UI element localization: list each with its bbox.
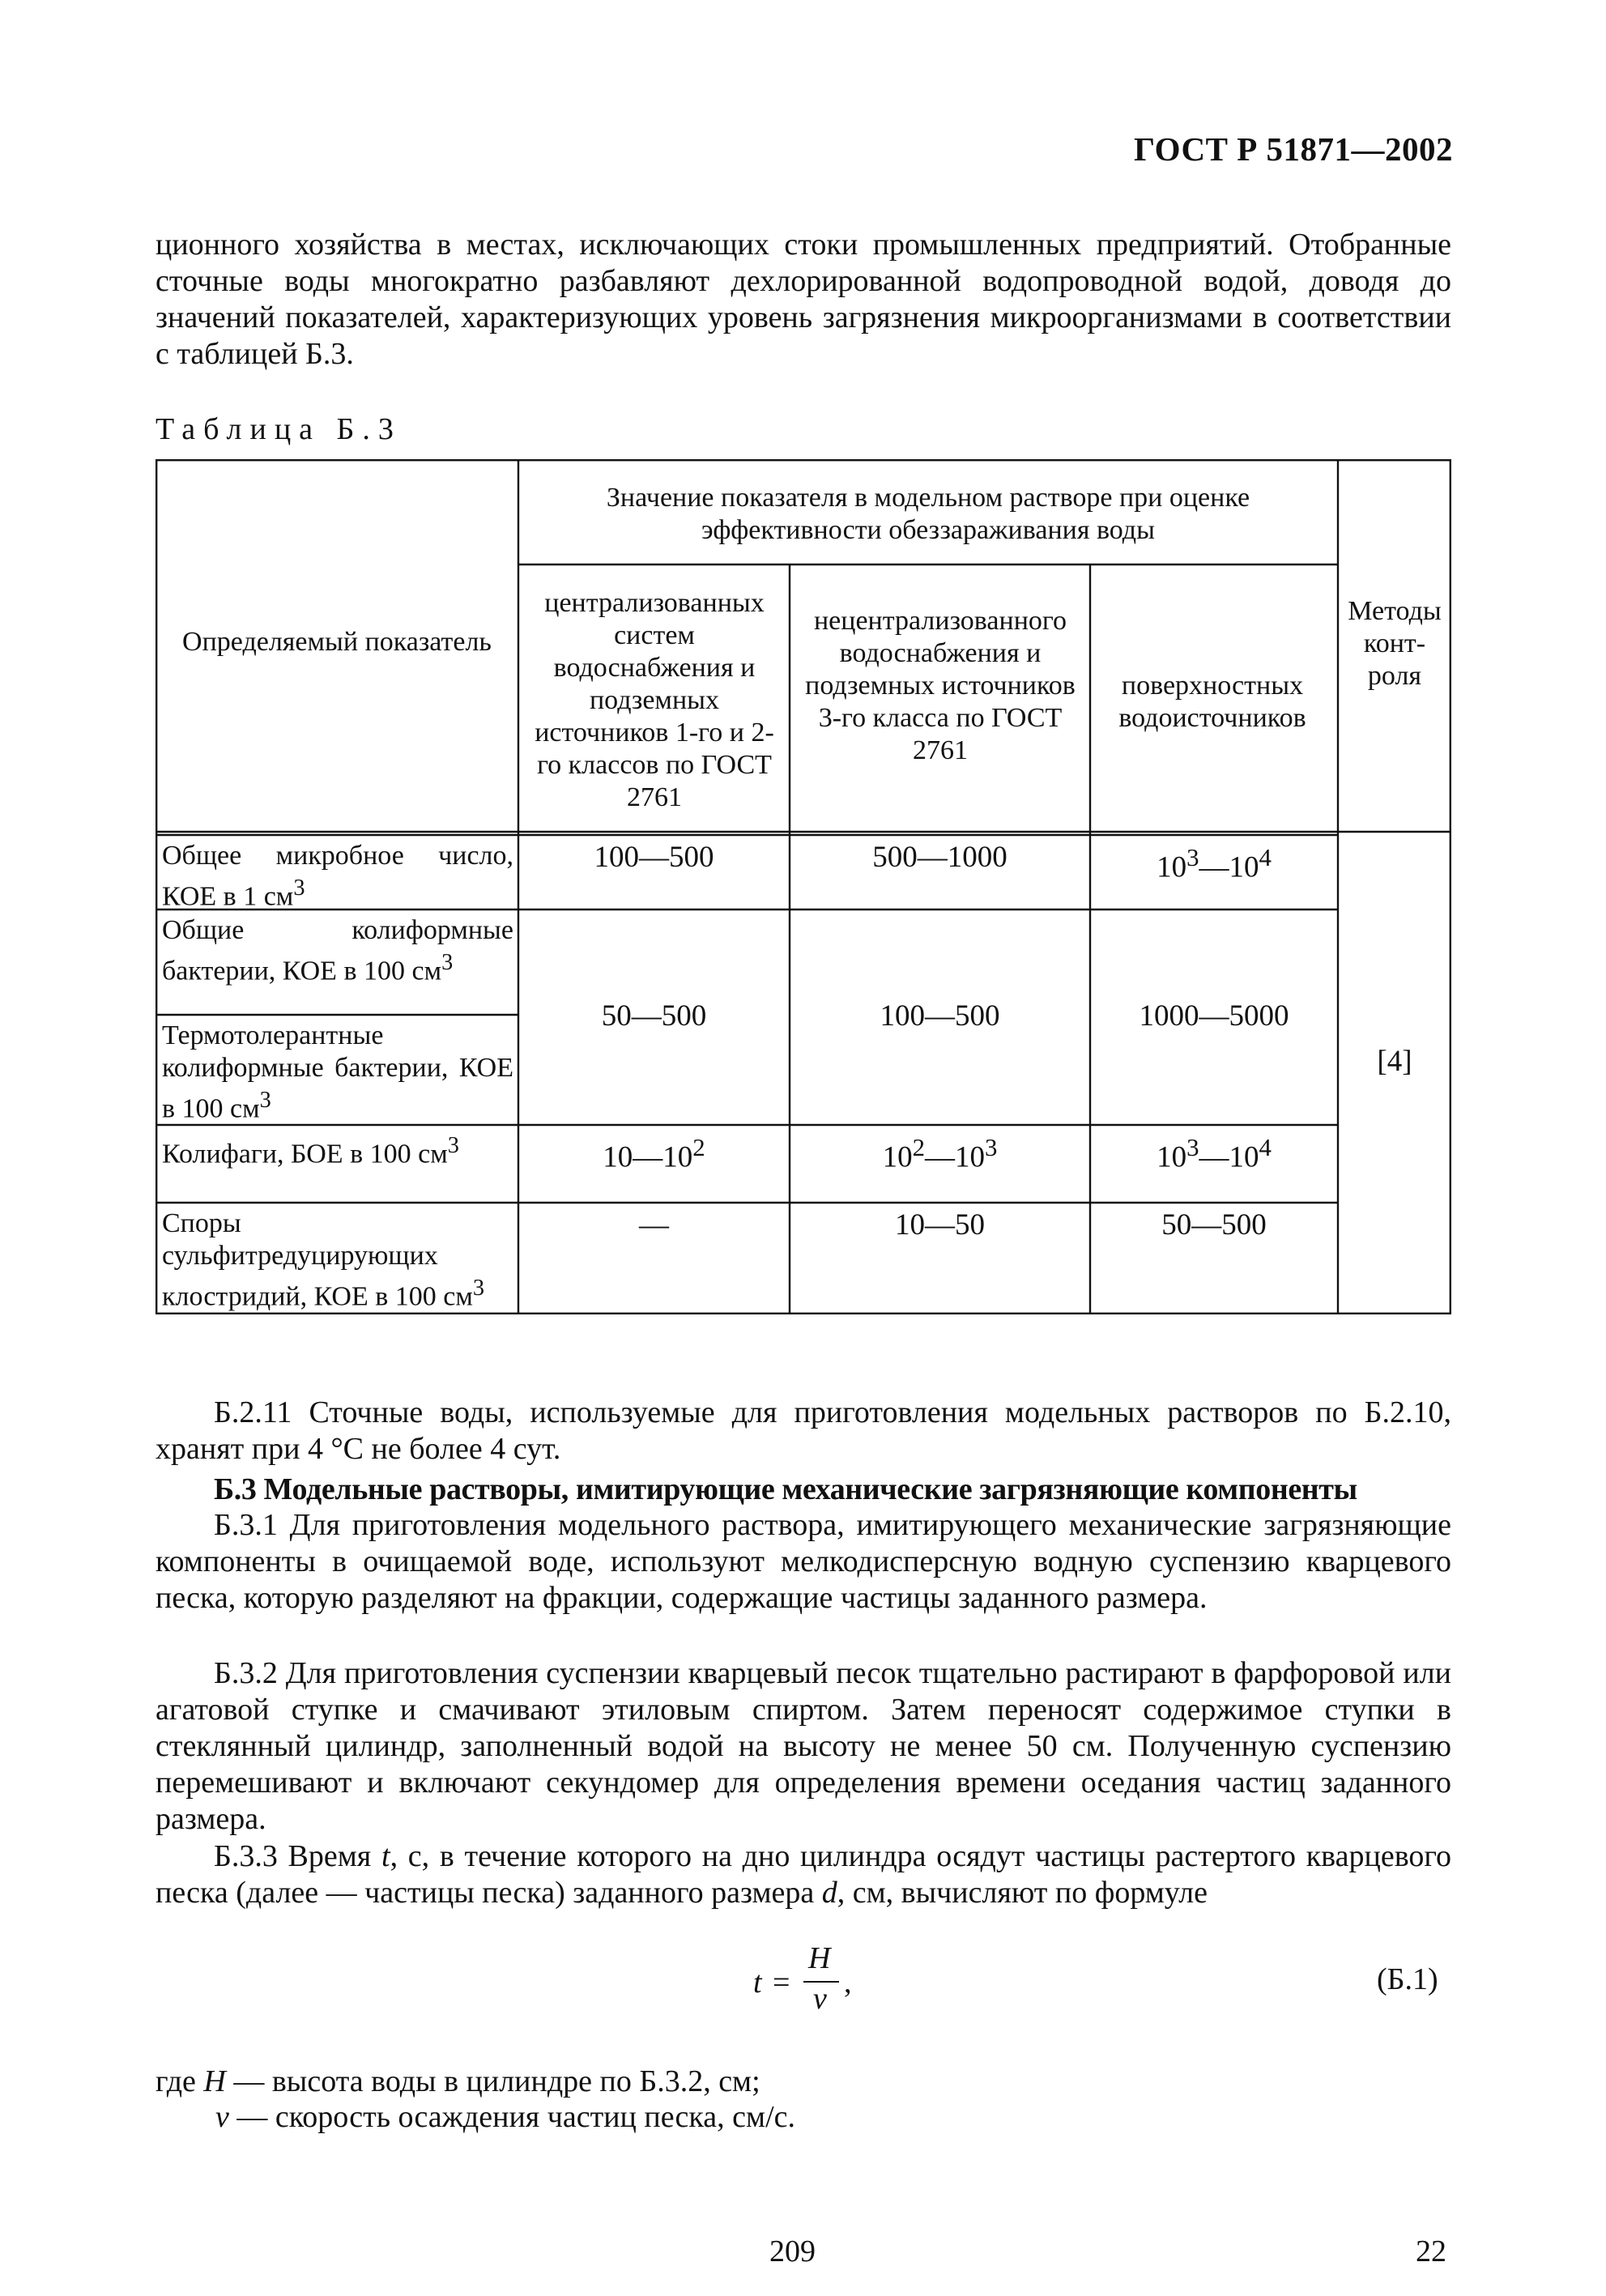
value-r5-central: — xyxy=(639,1208,669,1242)
row-label-coliphages: Колифаги, БОЕ в 100 $см^3$ xyxy=(162,1133,459,1169)
value-r4-surface: $10^3—10^4$ xyxy=(1157,1134,1272,1174)
paragraph-b-2-11: Б.2.11 Сточные воды, используемые для приготовления модельных растворов по Б.2.10, хранят при 4 °С не более 4 сут. xyxy=(155,1395,1451,1466)
paragraph-b-3-1: Б.3.1 Для приготовления модельного раствора, имитирующего механические загрязняющие компоненты в очищаемой воде, используют мелкодисперсную водную суспензию кварцевого песка, которую разделяют на фракции, содержащие частицы заданного размера. xyxy=(155,1508,1451,1615)
value-r23-noncentral: 100—500 xyxy=(880,999,1000,1033)
table-b3 xyxy=(155,459,1451,1314)
value-r23-surface: 1000—5000 xyxy=(1139,999,1289,1033)
value-r5-noncentral: 10—50 xyxy=(895,1208,985,1242)
value-r1-surface: $10^3—10^4$ xyxy=(1157,844,1272,884)
symbol-d: d xyxy=(821,1876,837,1910)
paragraph-b-3-3: Б.3.3 Время t, с, в течение которого на дно цилиндра осядут частицы растертого кварцевого песка (далее — частицы песка) заданного размера d, см, вычисляют по формуле xyxy=(155,1839,1452,1910)
paragraph-b-3-2: Б.3.2 Для приготовления суспензии кварцевый песок тщательно растирают в фарфоровой или агатовой ступке и смачивают этиловым спиртом. Затем переносят содержимое ступки в стеклянный цилиндр, заполненный водой на высоту не менее 50 см. Полученную суспензию перемешивают и включают секундомер для определения времени оседания частиц заданного размера. xyxy=(155,1656,1451,1836)
th-surface: поверхностных водоисточников xyxy=(1118,671,1306,733)
th-group: Значение показателя в модельном растворе при оценке эффективности обеззараживания воды xyxy=(606,483,1250,545)
intro-paragraph: ционного хозяйства в местах, исключающих стоки промышленных предприятий. Отобранные сточные воды многократно разбавляют дехлорированной водопроводной водой, доводя до значений показателей, характеризующих уровень загрязнения микроорганизмами в соответствии с таблицей Б.3. xyxy=(155,228,1451,371)
page-number-left: 209 xyxy=(769,2234,816,2268)
where-v-definition: v — скорость осаждения частиц песка, см/с. xyxy=(215,2100,795,2134)
th-noncentral: нецентрализованного водоснабжения и подземных источников 3-го класса по ГОСТ 2761 xyxy=(805,606,1076,765)
row-label-clostridia-spores: Споры сульфитредуцирующих клостридий, КОЕ в 100 $см^3$ xyxy=(162,1208,485,1312)
value-r5-surface: 50—500 xyxy=(1161,1208,1267,1242)
page-number-right: 22 xyxy=(1416,2234,1446,2268)
symbol-t: t xyxy=(381,1839,390,1873)
row-label-coliforms: Общие колиформные бактерии, КОЕ в 100 $см^3$ xyxy=(162,915,513,986)
th-central: централизованных систем водоснабжения и подземных источников 1-го и 2-го классов по ГОСТ 2761 xyxy=(535,588,774,812)
table-label: Таблица Б.3 xyxy=(155,412,402,446)
value-r1-noncentral: 500—1000 xyxy=(872,841,1007,874)
value-r1-central: 100—500 xyxy=(594,841,714,874)
th-indicator: Определяемый показатель xyxy=(182,627,492,657)
th-methods-text: Методы конт-роля xyxy=(1348,596,1442,691)
value-r4-central: $10—10^2$ xyxy=(603,1134,705,1174)
section-b3-title: Б.3 Модельные растворы, имитирующие механические загрязняющие компоненты xyxy=(214,1472,1357,1506)
formula-number: (Б.1) xyxy=(1377,1962,1438,1996)
formula-b1: t = H v , xyxy=(753,1941,852,2016)
row-label-thermotolerant: Термотолерантные колиформные бактерии, КОЕ в 100 $см^3$ xyxy=(162,1020,513,1124)
row-label-total-microbial: Общее микробное число, КОЕ в 1 $см^3$ xyxy=(162,841,513,912)
th-methods xyxy=(1338,595,1451,692)
document-code: ГОСТ Р 51871—2002 xyxy=(1134,130,1453,168)
methods-reference: [4] xyxy=(1377,1045,1412,1078)
value-r23-central: 50—500 xyxy=(601,999,707,1033)
where-h-definition: где H — высота воды в цилиндре по Б.3.2, см; xyxy=(155,2064,760,2098)
value-r4-noncentral: $10^2—10^3$ xyxy=(882,1134,998,1174)
